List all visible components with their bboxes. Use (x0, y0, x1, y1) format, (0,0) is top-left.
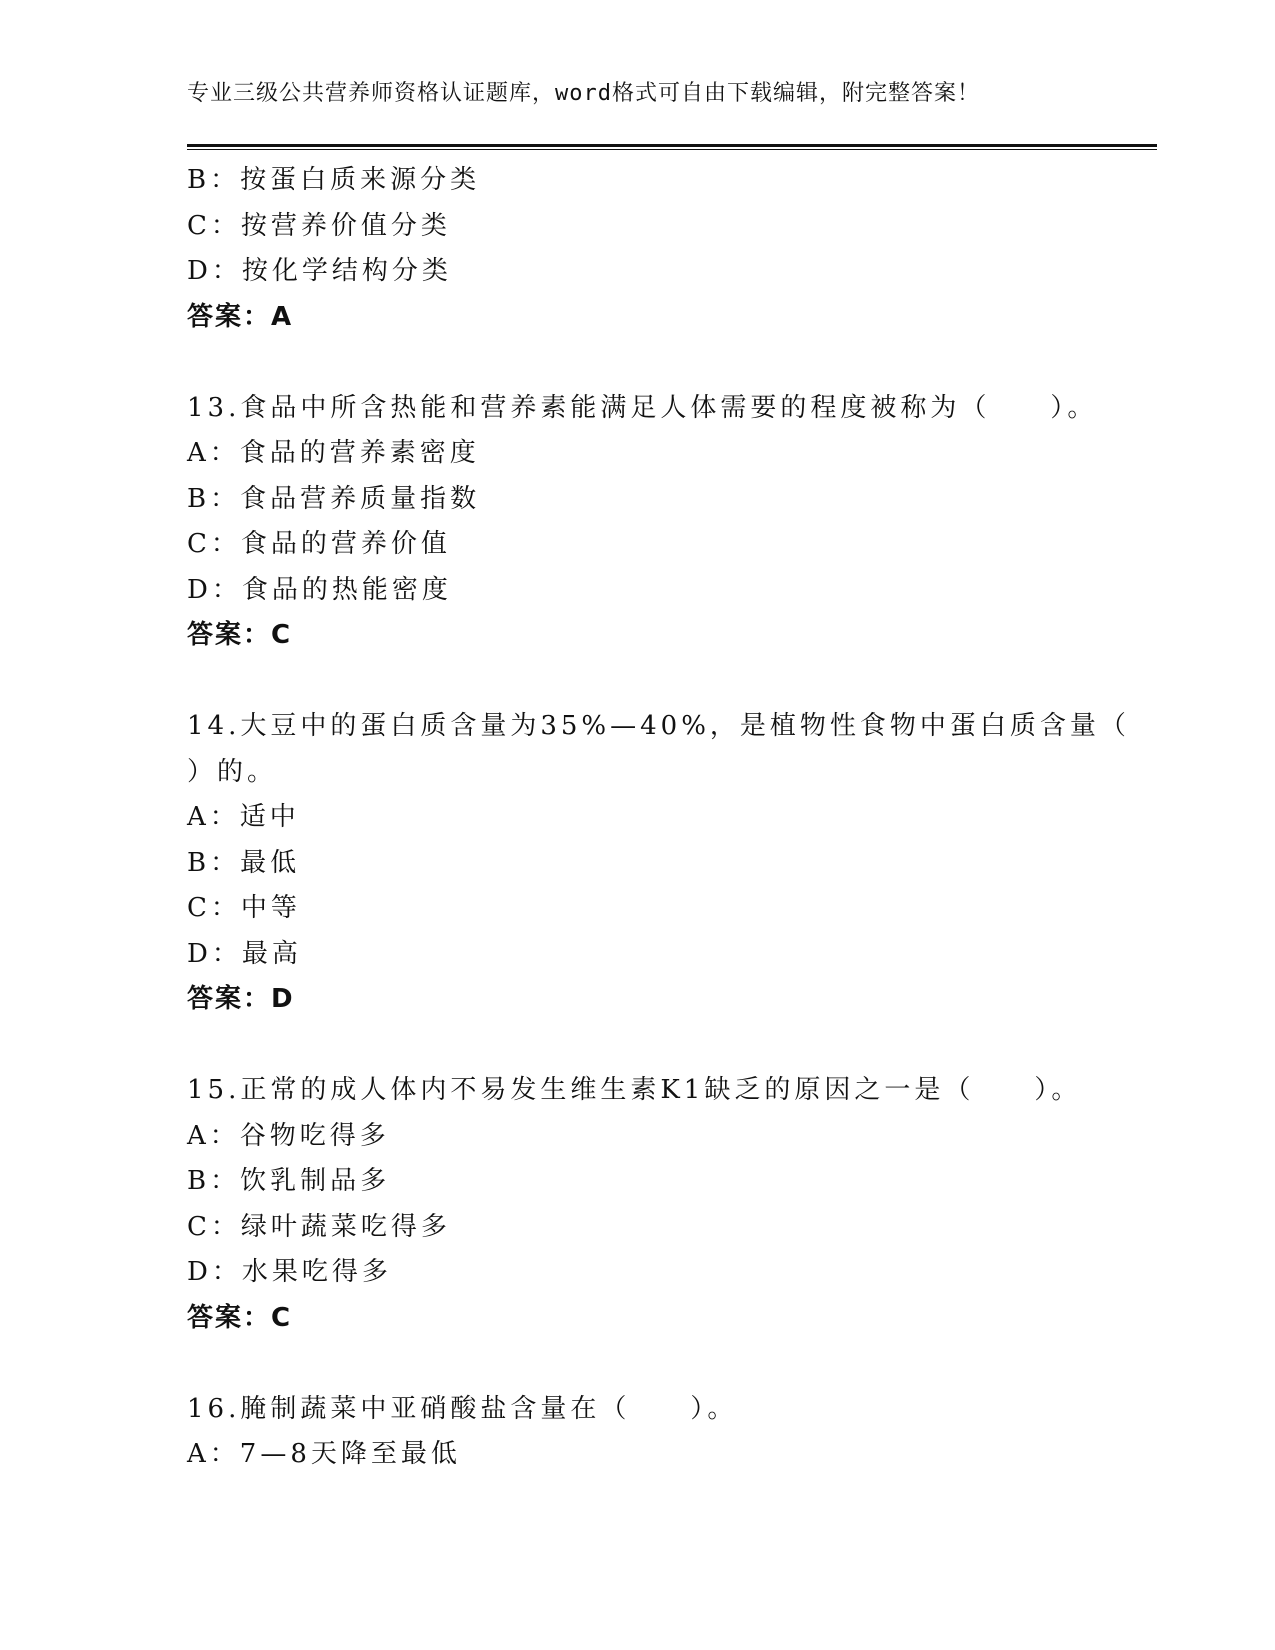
question-stem-continued: ）的。 (187, 756, 278, 787)
option-d: D：食品的热能密度 (187, 574, 452, 605)
question-13 (187, 386, 1098, 659)
header-divider (187, 144, 1157, 150)
option-a: A：适中 (187, 802, 300, 832)
option-b: B：饮乳制品多 (187, 1166, 391, 1196)
option-c: C：食品的营养价值 (187, 529, 451, 559)
question-16 (187, 1387, 1087, 1478)
option-b: B：最低 (187, 847, 301, 878)
question-stem: 15.正常的成人体内不易发生维生素K1缺乏的原因之一是（ ）。 (187, 1075, 1082, 1105)
option-d: D：按化学结构分类 (187, 256, 452, 286)
option-d: D：最高 (187, 938, 302, 969)
answer: 答案：D (187, 984, 295, 1014)
option-d: D：水果吃得多 (187, 1257, 392, 1287)
option-b: B：食品营养质量指数 (187, 483, 481, 514)
question-12-continued (187, 158, 1087, 340)
option-c: C：中等 (187, 893, 301, 923)
option-a: A：谷物吃得多 (187, 1120, 390, 1151)
option-c: C：绿叶蔬菜吃得多 (187, 1211, 451, 1242)
option-b: B：按蛋白质来源分类 (187, 165, 481, 195)
answer: 答案：C (187, 620, 293, 650)
option-a: A：食品的营养素密度 (187, 438, 480, 468)
question-15 (187, 1068, 1087, 1341)
option-a: A：7—8天降至最低 (187, 1439, 461, 1469)
page-header: 专业三级公共营养师资格认证题库，word格式可自由下载编辑，附完整答案！ (187, 81, 980, 106)
question-stem: 14.大豆中的蛋白质含量为35%—40%，是植物性食物中蛋白质含量（ (187, 711, 1130, 741)
answer: 答案：C (187, 1302, 293, 1333)
question-list (187, 158, 1130, 1478)
answer: 答案：A (187, 301, 294, 332)
question-stem: 16.腌制蔬菜中亚硝酸盐含量在（ ）。 (187, 1393, 738, 1424)
question-stem: 13.食品中所含热能和营养素能满足人体需要的程度被称为（ ）。 (187, 392, 1098, 423)
option-c: C：按营养价值分类 (187, 210, 451, 241)
question-14 (187, 704, 1130, 1023)
